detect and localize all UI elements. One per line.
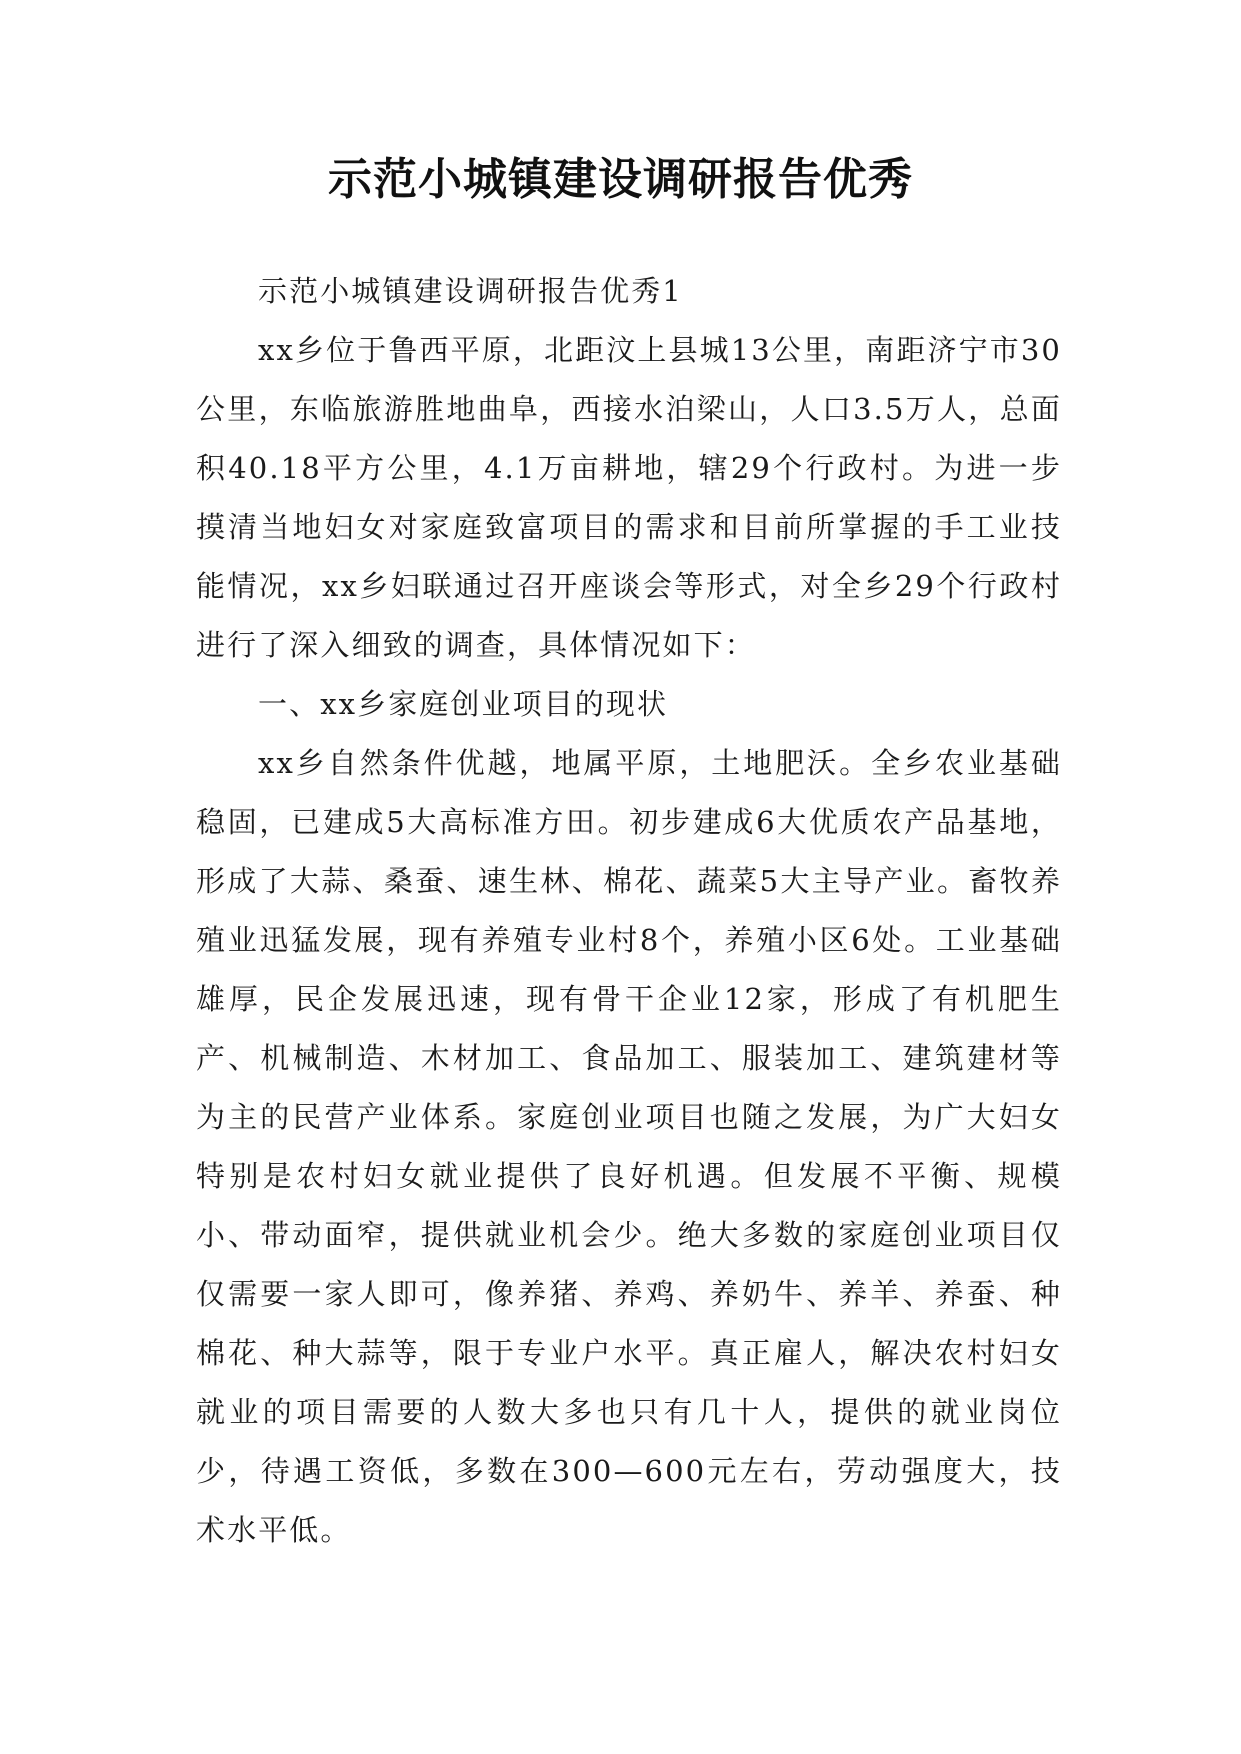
section-heading: 示范小城镇建设调研报告优秀1 bbox=[258, 274, 683, 308]
document-body bbox=[196, 262, 1062, 1560]
body-paragraph: xx乡位于鲁西平原，北距汶上县城13公里，南距济宁市30公里，东临旅游胜地曲阜，西接水泊梁山，人口3.5万人，总面积40.18平方公里，4.1万亩耕地，辖29个行政村。为进一步摸清当地妇女对家庭致富项目的需求和目前所掌握的手工业技能情况，xx乡妇联通过召开座谈会等形式，对全乡29个行政村进行了深入细致的调查，具体情况如下： bbox=[196, 333, 1062, 662]
body-paragraph: xx乡自然条件优越，地属平原，土地肥沃。全乡农业基础稳固，已建成5大高标准方田。初步建成6大优质农产品基地，形成了大蒜、桑蚕、速生林、棉花、蔬菜5大主导产业。畜牧养殖业迅猛发展，现有养殖专业村8个，养殖小区6处。工业基础雄厚，民企发展迅速，现有骨干企业12家，形成了有机肥生产、机械制造、木材加工、食品加工、服装加工、建筑建材等为主的民营产业体系。家庭创业项目也随之发展，为广大妇女特别是农村妇女就业提供了良好机遇。但发展不平衡、规模小、带动面窄，提供就业机会少。绝大多数的家庭创业项目仅仅需要一家人即可，像养猪、养鸡、养奶牛、养羊、养蚕、种棉花、种大蒜等，限于专业户水平。真正雇人，解决农村妇女就业的项目需要的人数大多也只有几十人，提供的就业岗位少，待遇工资低，多数在300—600元左右，劳动强度大，技术水平低。 bbox=[196, 746, 1062, 1547]
section-heading: 一、xx乡家庭创业项目的现状 bbox=[258, 687, 669, 721]
document-title: 示范小城镇建设调研报告优秀 bbox=[328, 154, 913, 205]
